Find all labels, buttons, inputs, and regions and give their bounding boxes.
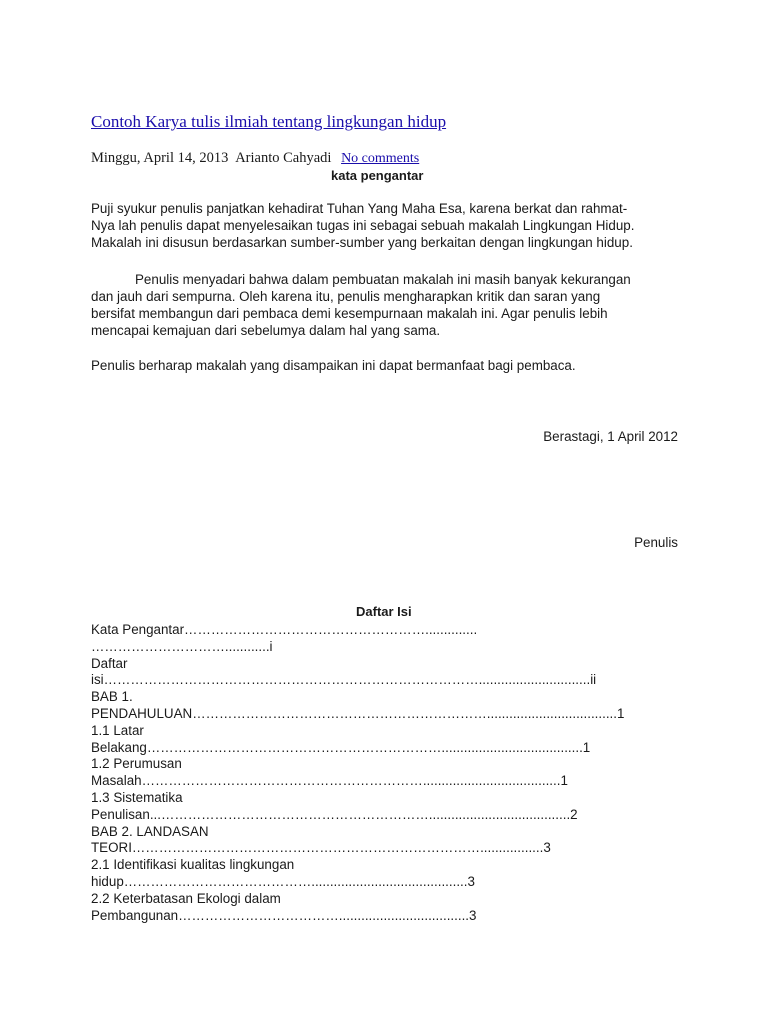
toc-line: 2.2 Keterbatasan Ekologi dalam [91, 890, 281, 906]
place-date: Berastagi, 1 April 2012 [543, 429, 678, 444]
preface-paragraph-3 [91, 357, 576, 374]
table-of-contents [91, 622, 624, 924]
paragraph-line: Puji syukur penulis panjatkan kehadirat Tuhan Yang Maha Esa, karena berkat dan rahmat- [91, 201, 628, 216]
paragraph-line: Penulis menyadari bahwa dalam pembuatan makalah ini masih banyak kekurangan [135, 272, 631, 287]
toc-line: 1.1 Latar [91, 722, 144, 738]
toc-line: Pembangunan………………………………...................................3 [91, 907, 477, 923]
post-date: Minggu, April 14, 2013 [91, 150, 229, 166]
toc-line: …………………………............i [91, 638, 273, 654]
toc-line: PENDAHULUAN…………………………………………………………...................................1 [91, 705, 625, 721]
toc-line: Kata Pengantar……………………………………………….............. [91, 622, 478, 637]
preface-heading: kata pengantar [331, 168, 424, 183]
paragraph-line: Nya lah penulis dapat menyelesaikan tugas ini sebagai sebuah makalah Lingkungan Hidup. [91, 218, 635, 233]
toc-line: TEORI…………………………………………………………………….................3 [91, 840, 551, 856]
toc-line: 2.1 Identifikasi kualitas lingkungan [91, 857, 295, 873]
post-author: Arianto Cahyadi [235, 150, 332, 166]
toc-line: BAB 1. [91, 689, 133, 705]
paragraph-line: Makalah ini disusun berdasarkan sumber-sumber yang berkaitan dengan lingkungan hidup. [91, 235, 633, 250]
toc-line: Masalah……………………………………………………….....................................1 [91, 773, 568, 789]
toc-line: 1.2 Perumusan [91, 756, 182, 772]
toc-line: 1.3 Sistematika [91, 789, 183, 805]
post-title-link[interactable]: Contoh Karya tulis ilmiah tentang lingkungan hidup [91, 112, 447, 131]
paragraph-line: Penulis berharap makalah yang disampaikan ini dapat bermanfaat bagi pembaca. [91, 358, 576, 373]
paragraph-line: dan jauh dari sempurna. Oleh karena itu, penulis mengharapkan kritik dan saran yang [91, 289, 601, 304]
post-meta [91, 149, 419, 168]
preface-paragraph-1 [91, 200, 634, 251]
post-title[interactable] [91, 112, 446, 132]
toc-line: Belakang…………………………………………………………......................................1 [91, 739, 591, 755]
toc-heading: Daftar Isi [356, 604, 412, 619]
toc-line: hidup……………………………………..........................................3 [91, 873, 475, 889]
toc-line: Penulisan...……………………………………………………......................................2 [91, 806, 578, 822]
toc-line: isi…………………………………………………………………………..............................ii [91, 672, 597, 688]
paragraph-line: mencapai kemajuan dari sebelumya dalam hal yang sama. [91, 323, 441, 338]
toc-line: Daftar [91, 655, 128, 671]
paragraph-line: bersifat membangun dari pembaca demi kesempurnaan makalah ini. Agar penulis lebih [91, 306, 608, 321]
preface-paragraph-2 [91, 271, 631, 339]
toc-line: BAB 2. LANDASAN [91, 823, 209, 839]
signature: Penulis [634, 535, 678, 550]
comments-link[interactable]: No comments [341, 151, 420, 166]
